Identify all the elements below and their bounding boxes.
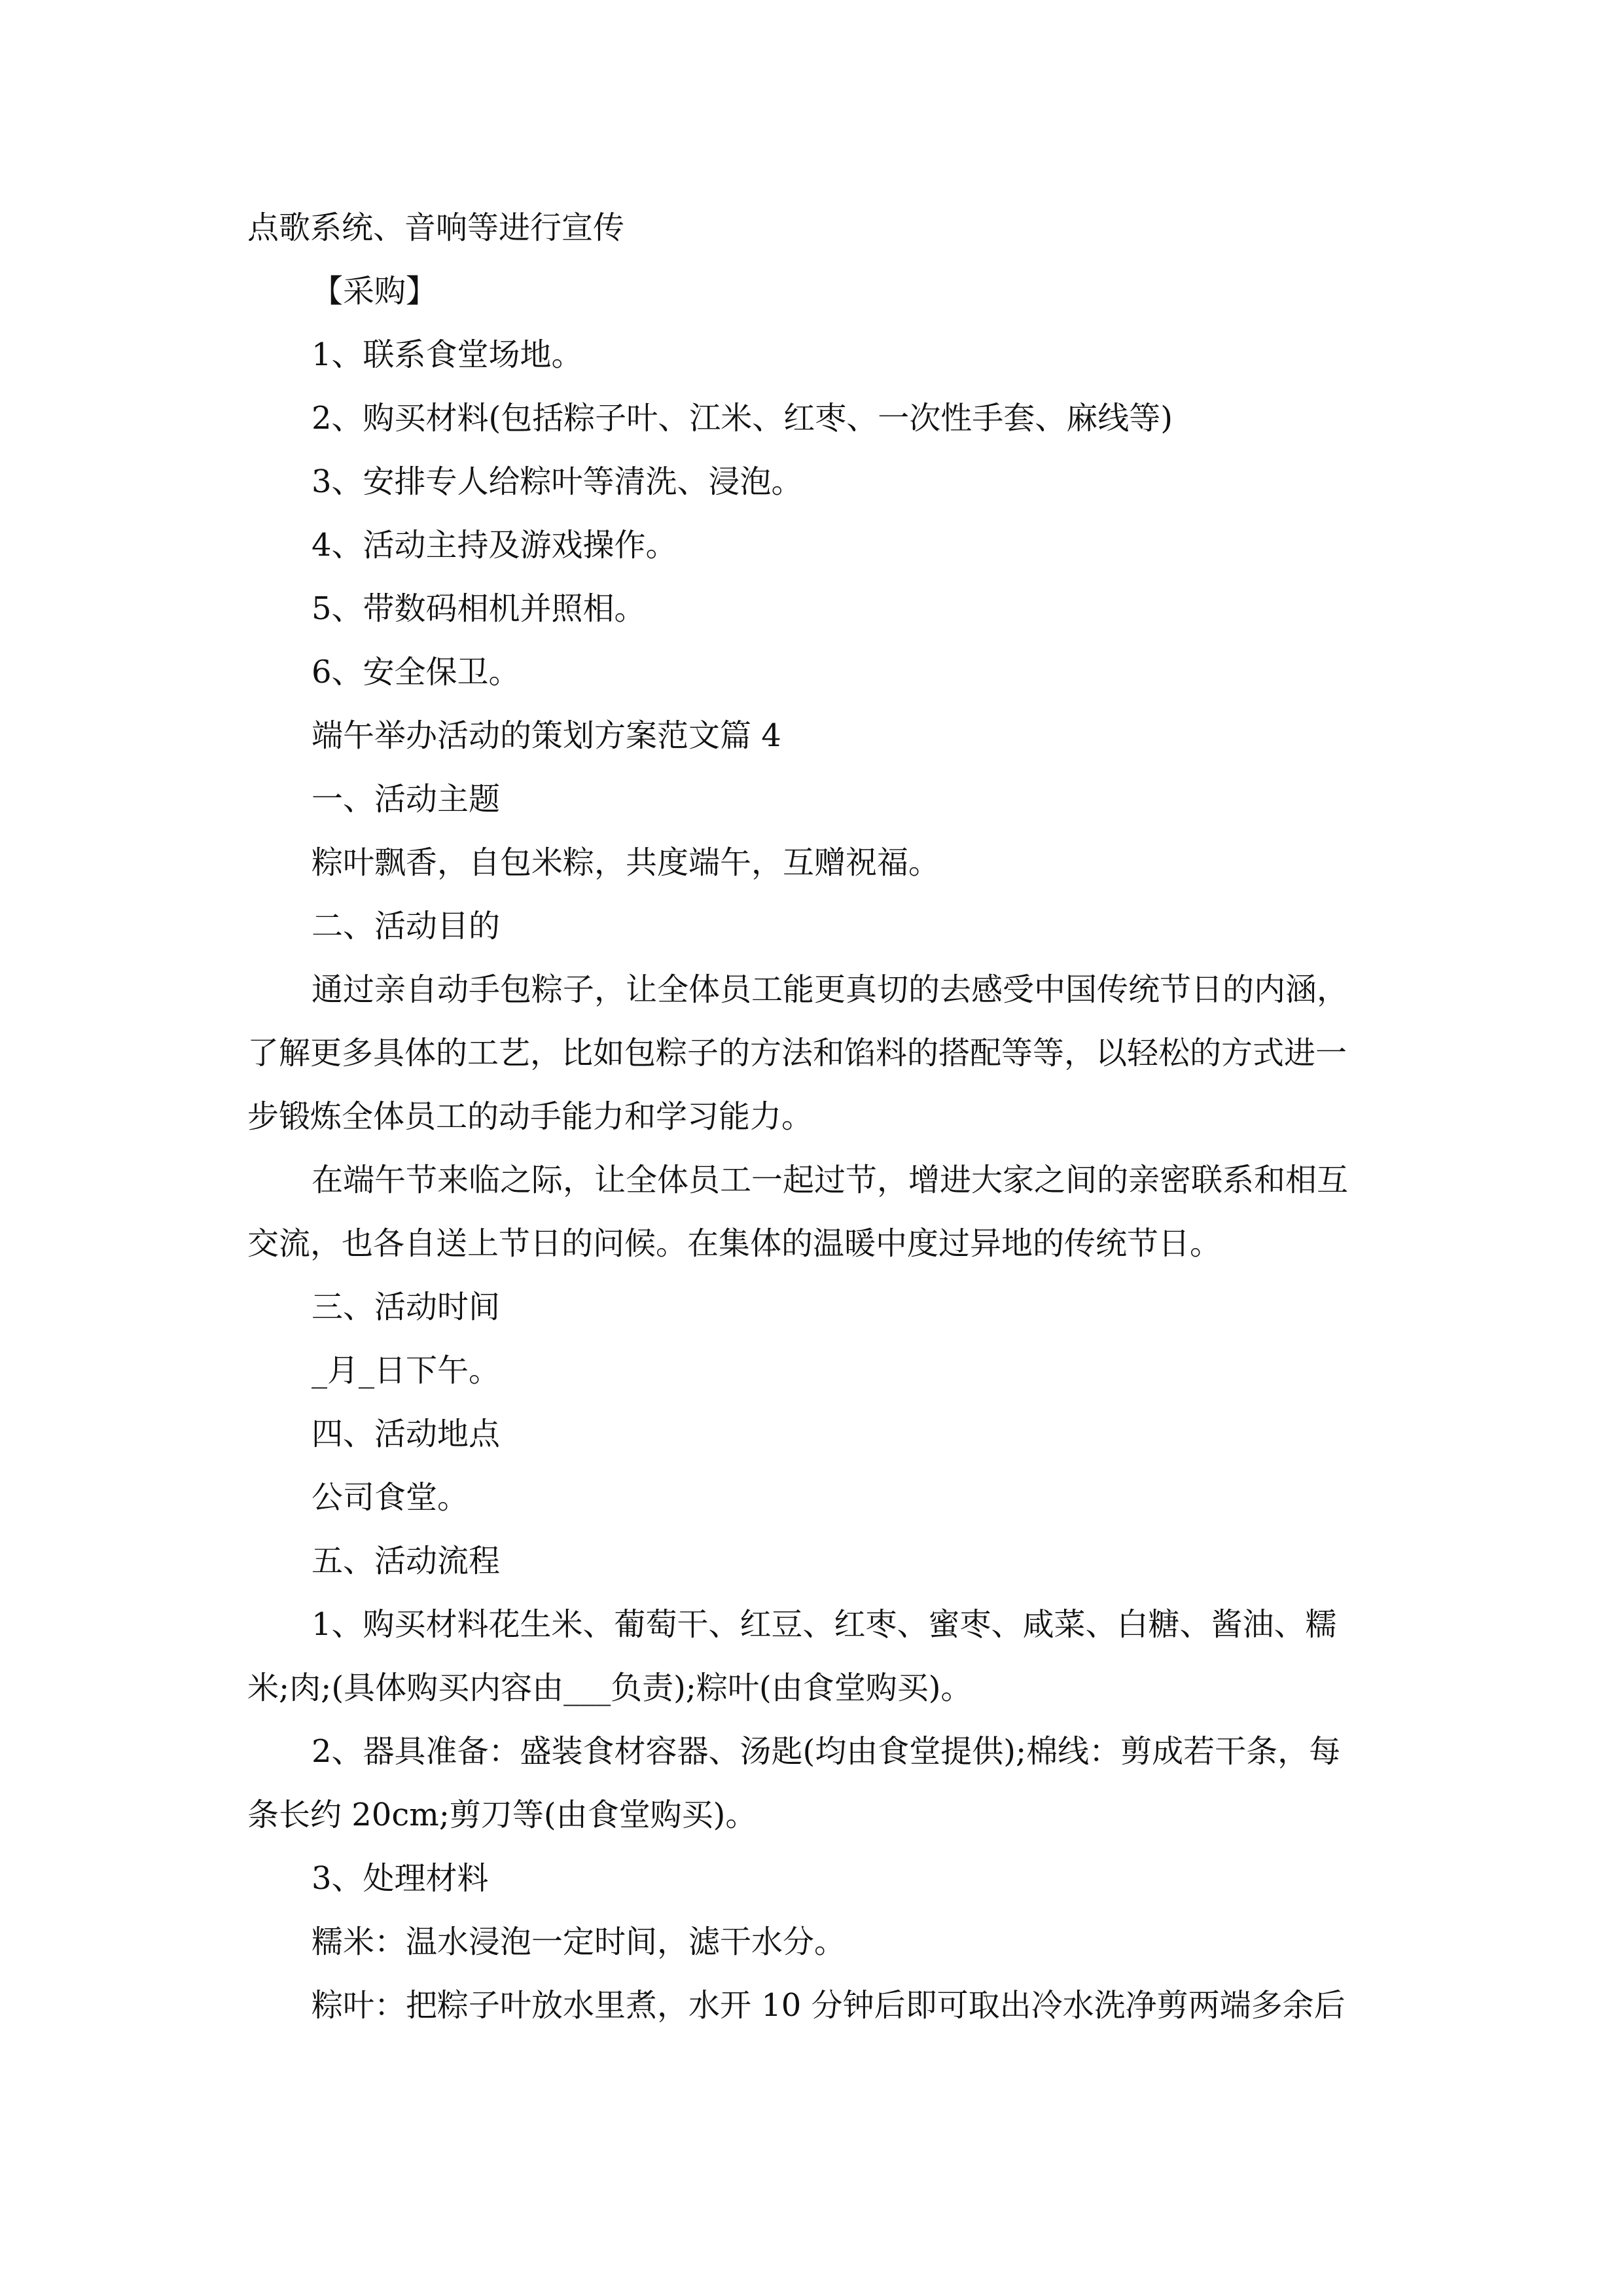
list-item: 3、安排专人给粽叶等清洗、浸泡。 bbox=[312, 463, 803, 500]
paragraph-line: 糯米：温水浸泡一定时间，滤干水分。 bbox=[312, 1924, 846, 1960]
list-item: 2、器具准备：盛装食材容器、汤匙(均由食堂提供);棉线：剪成若干条，每 bbox=[312, 1733, 1341, 1770]
section-heading: 三、活动时间 bbox=[312, 1289, 501, 1325]
list-item: 1、联系食堂场地。 bbox=[312, 336, 583, 373]
paragraph-line: 公司食堂。 bbox=[312, 1479, 469, 1516]
list-item: 1、购买材料花生米、葡萄干、红豆、红枣、蜜枣、咸菜、白糖、酱油、糯 bbox=[312, 1606, 1337, 1643]
paragraph-line: 交流，也各自送上节日的问候。在集体的温暖中度过异地的传统节日。 bbox=[247, 1225, 1222, 1262]
paragraph-line: 步锻炼全体员工的动手能力和学习能力。 bbox=[247, 1098, 813, 1135]
section-heading: 四、活动地点 bbox=[312, 1416, 501, 1452]
section-heading: 一、活动主题 bbox=[312, 781, 501, 817]
section-heading-procurement: 【采购】 bbox=[312, 273, 438, 310]
list-item-continuation: 米;肉;(具体购买内容由___负责);粽叶(由食堂购买)。 bbox=[247, 1670, 972, 1706]
list-item: 3、处理材料 bbox=[312, 1860, 489, 1897]
paragraph-line: 在端午节来临之际，让全体员工一起过节，增进大家之间的亲密联系和相互 bbox=[312, 1162, 1349, 1198]
article-title: 端午举办活动的策划方案范文篇 4 bbox=[312, 717, 781, 754]
list-item: 5、带数码相机并照相。 bbox=[312, 590, 646, 627]
section-heading: 五、活动流程 bbox=[312, 1543, 501, 1579]
text-line: 点歌系统、音响等进行宣传 bbox=[247, 209, 625, 246]
list-item: 4、活动主持及游戏操作。 bbox=[312, 527, 677, 564]
list-item: 6、安全保卫。 bbox=[312, 654, 520, 691]
paragraph-line: 通过亲自动手包粽子，让全体员工能更真切的去感受中国传统节日的内涵， bbox=[312, 971, 1349, 1008]
document-body bbox=[247, 196, 1386, 2037]
paragraph-line: 粽叶：把粽子叶放水里煮，水开 10 分钟后即可取出冷水洗净剪两端多余后 bbox=[312, 1987, 1346, 2024]
section-heading: 二、活动目的 bbox=[312, 908, 501, 944]
paragraph-line: 粽叶飘香，自包米粽，共度端午，互赠祝福。 bbox=[312, 844, 940, 881]
paragraph-line: _月_日下午。 bbox=[312, 1352, 501, 1389]
list-item-continuation: 条长约 20cm;剪刀等(由食堂购买)。 bbox=[247, 1797, 757, 1833]
paragraph-line: 了解更多具体的工艺，比如包粽子的方法和馅料的搭配等等，以轻松的方式进一 bbox=[247, 1035, 1347, 1071]
list-item: 2、购买材料(包括粽子叶、江米、红枣、一次性手套、麻线等) bbox=[312, 400, 1173, 437]
